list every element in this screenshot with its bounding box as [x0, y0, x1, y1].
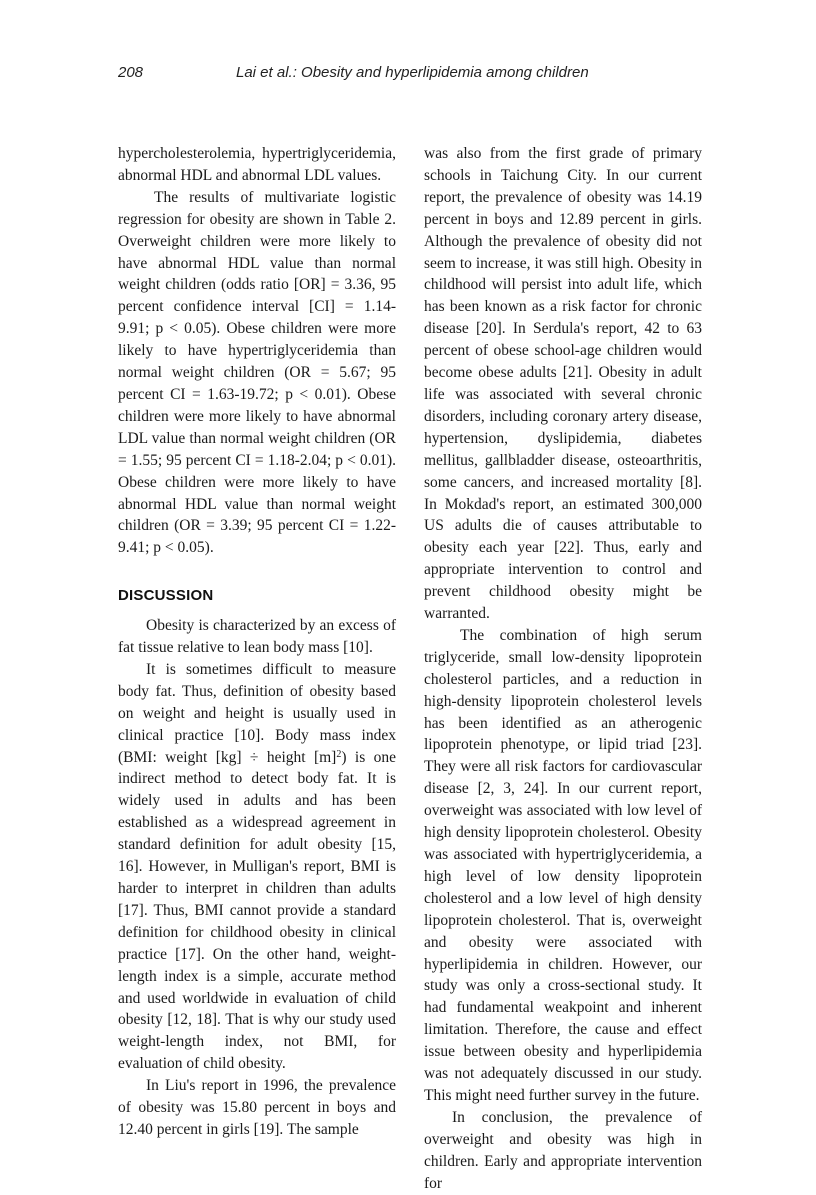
discussion-heading: DISCUSSION [118, 587, 214, 605]
running-title: Lai et al.: Obesity and hyperlipidemia among children [236, 64, 589, 81]
left-column [118, 143, 396, 1141]
obesity-definition-paragraph: Obesity is characterized by an excess of fat tissue relative to lean body mass [10]. [118, 617, 396, 657]
page-number: 208 [118, 64, 144, 81]
bmi-paragraph [118, 659, 396, 1075]
bmi-paragraph-part-1: It is sometimes difficult to measure body fat. Thus, definition of obesity based on weight and height is usually used in clinical practice [10]. Body mass index (BMI: weight [kg] ÷ height [m] [118, 660, 396, 766]
lipid-triad-paragraph: The combination of high serum triglyceride, small low-density lipoprotein cholesterol particles, and a reduction in high-density lipoprotein cholesterol levels has been identified as an atherogenic lipoprotein phenotype, or lipid triad [23]. They were all risk factors for cardiovascular disease [2, 3, 24]. In our current report, overweight was associated with low level of high density lipoprotein cholesterol. Obesity was associated with hypertriglyceridemia, a high level of low density lipoprotein cholesterol and a low level of high density lipoprotein cholesterol. That is, overweight and obesity were associated with hyperlipidemia in children. However, our study was only a cross-sectional study. It had fundamental weakpoint and inherent limitation. Therefore, the cause and effect issue between obesity and hyperlipidemia was not adequately discussed in our study. This might need further survey in the future. [424, 626, 702, 1104]
liu-report-paragraph: In Liu's report in 1996, the prevalence of obesity was 15.80 percent in boys and 12.40 percent in girls [19]. The sample [118, 1077, 396, 1138]
right-paragraph-continued: was also from the first grade of primary schools in Taichung City. In our current report, the prevalence of obesity was 14.19 percent in boys and 12.89 percent in girls. Although the prevalence of obesity did not seem to increase, it was still high. Obesity in childhood will persist into adult life, which has been known as a risk factor for chronic disease [20]. In Serdula's report, 42 to 63 percent of obese school-age children would become obese adults [21]. Obesity in adult life was associated with several chronic disorders, including coronary artery disease, hypertension, dyslipidemia, diabetes mellitus, gallbladder disease, osteoarthritis, some cancers, and increased mortality [8]. In Mokdad's report, an estimated 300,000 US adults die of causes attributable to obesity each year [22]. Thus, early and appropriate intervention to control and prevent childhood obesity might be warranted. [424, 145, 702, 623]
bmi-superscript: 2 [336, 748, 342, 760]
conclusion-paragraph: In conclusion, the prevalence of overweight and obesity was high in children. Early and appropriate intervention for [424, 1108, 702, 1192]
right-column [424, 143, 702, 1195]
results-regression-paragraph: The results of multivariate logistic regression for obesity are shown in Table 2. Overweight children were more likely to have abnormal HDL value than normal weight children (odds ratio [OR] = 3.36, 95 percent confidence interval [CI] = 1.14-9.91; p < 0.05). Obese children were more likely to have hypertriglyceridemia than normal weight children (OR = 5.67; 95 percent CI = 1.63-19.72; p < 0.01). Obese children were more likely to have abnormal LDL value than normal weight children (OR = 1.55; 95 percent CI = 1.18-2.04; p < 0.01). Obese children were more likely to have abnormal HDL value than normal weight children (OR = 3.39; 95 percent CI = 1.22-9.41; p < 0.05). [118, 188, 396, 557]
left-paragraph-continued: hypercholesterolemia, hypertriglyceridemia, abnormal HDL and abnormal LDL values. [118, 145, 396, 184]
bmi-paragraph-part-2: ) is one indirect method to detect body fat. It is widely used in adults and has been established as a widespread agreement in standard definition for adult obesity [15, 16]. However, in Mulligan's report, BMI is harder to interpret in children than adults [17]. Thus, BMI cannot provide a standard definition for childhood obesity in clinical practice [17]. On the other hand, weight-length index is a simple, accurate method and used worldwide in evaluation of child obesity [12, 18]. That is why our study used weight-length index, not BMI, for evaluation of child obesity. [118, 748, 397, 1073]
